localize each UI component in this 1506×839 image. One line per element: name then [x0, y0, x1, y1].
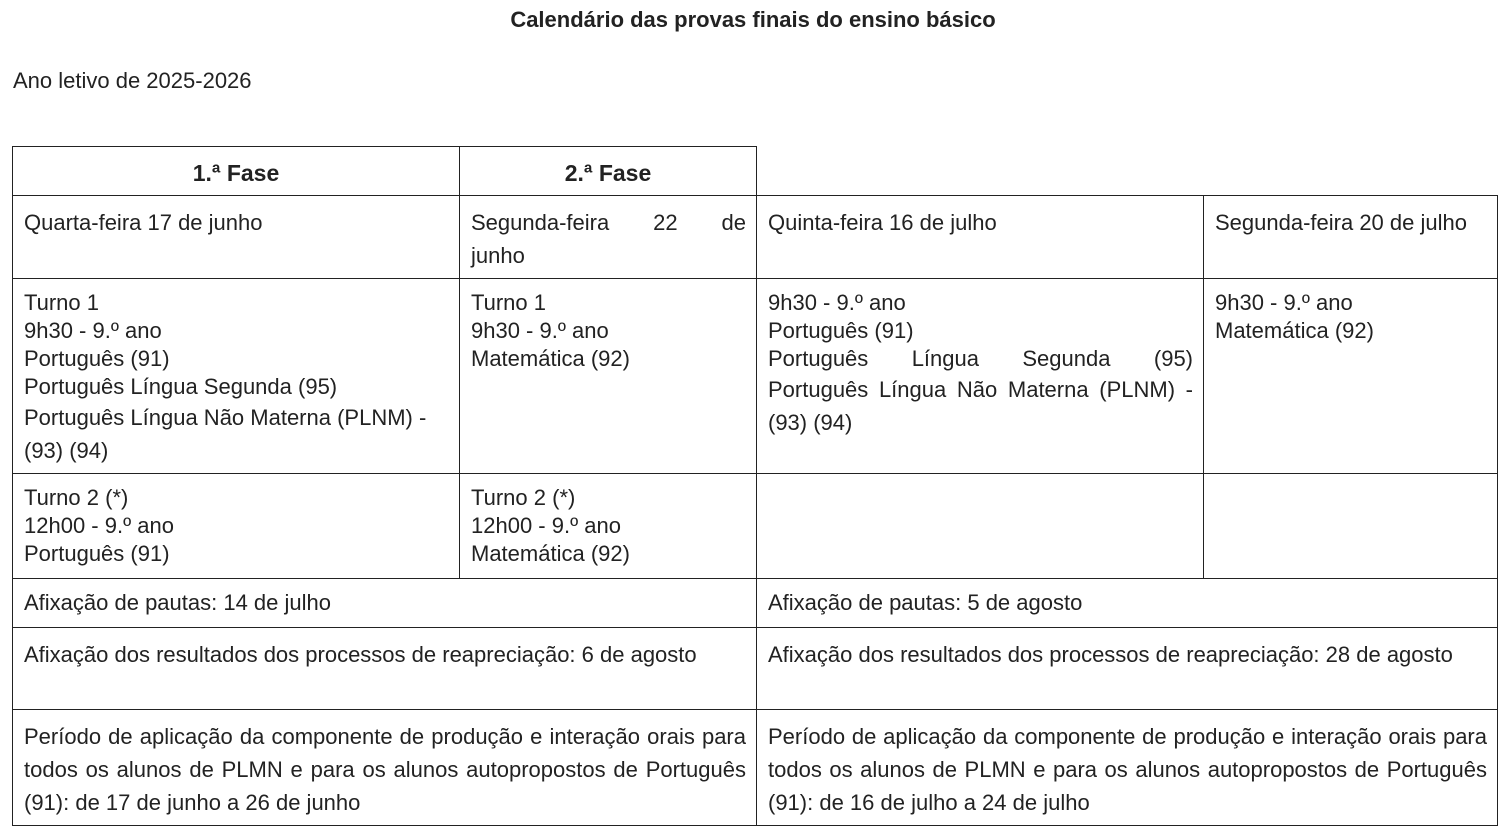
turno-label: Turno 1: [471, 290, 547, 315]
periodo-phase2: Período de aplicação da componente de produção e interação orais para todos os alunos de PLMN e para os alunos autopropostos de Português (91): de 16 de julho a 24 de julho: [757, 710, 1498, 826]
phase2-header: 2.ª Fase: [460, 147, 757, 196]
reapreciacao-phase1: Afixação dos resultados dos processos de reapreciação: 6 de agosto: [13, 628, 757, 710]
turno-label: Turno 1: [24, 290, 100, 315]
date-cell-2: [460, 196, 757, 279]
empty-header-cell: [757, 147, 1498, 196]
pautas-row: [13, 579, 1498, 628]
date-cell-3: Quinta-feira 16 de julho: [757, 196, 1204, 279]
exam-subject: Português Língua Não Materna (PLNM) - (93) (94): [24, 405, 427, 463]
exam-calendar-table: [12, 146, 1498, 826]
exam-subject: Português (91): [768, 318, 914, 343]
turno1-row: [13, 279, 1498, 474]
turno2-cell-4-empty: [1204, 474, 1498, 579]
pautas-phase2: Afixação de pautas: 5 de agosto: [757, 579, 1498, 628]
header-row: [13, 147, 1498, 196]
turno-label: Turno 2 (*): [471, 485, 576, 510]
date-row: [13, 196, 1498, 279]
pautas-phase1: Afixação de pautas: 14 de julho: [13, 579, 757, 628]
exam-time: 12h00 - 9.º ano: [471, 513, 621, 538]
exam-subject: Matemática (92): [471, 346, 630, 371]
periodo-phase1: Período de aplicação da componente de produção e interação orais para todos os alunos de PLMN e para os alunos autopropostos de Português (91): de 17 de junho a 26 de junho: [13, 710, 757, 826]
page-title: Calendário das provas finais do ensino básico: [510, 7, 996, 32]
date-cell-4: Segunda-feira 20 de julho: [1204, 196, 1498, 279]
turno2-cell-3-empty: [757, 474, 1204, 579]
reapreciacao-row: [13, 628, 1498, 710]
turno2-cell-1: [13, 474, 460, 579]
turno2-cell-2: [460, 474, 757, 579]
date-cell-2-line: junho: [471, 243, 525, 268]
exam-time: 9h30 - 9.º ano: [24, 318, 162, 343]
date-cell-1: Quarta-feira 17 de junho: [13, 196, 460, 279]
exam-time: 9h30 - 9.º ano: [1215, 290, 1353, 315]
turno1-cell-2: [460, 279, 757, 474]
turno2-row: [13, 474, 1498, 579]
turno1-cell-3: [757, 279, 1204, 474]
exam-subject: Português (91): [24, 541, 170, 566]
turno1-cell-4: [1204, 279, 1498, 474]
exam-subject: Português (91): [24, 346, 170, 371]
periodo-row: [13, 710, 1498, 826]
exam-subject: Português Língua Segunda (95): [24, 374, 338, 399]
exam-time: 12h00 - 9.º ano: [24, 513, 174, 538]
exam-subject: Matemática (92): [1215, 318, 1374, 343]
exam-subject: Matemática (92): [471, 541, 630, 566]
exam-subject: Português Língua Segunda (95): [768, 346, 1193, 371]
reapreciacao-phase2: Afixação dos resultados dos processos de reapreciação: 28 de agosto: [757, 628, 1498, 710]
exam-time: 9h30 - 9.º ano: [768, 290, 906, 315]
date-cell-2-line: Segunda-feira 22 de: [471, 210, 746, 235]
turno-label: Turno 2 (*): [24, 485, 129, 510]
school-year-label: Ano letivo de 2025-2026: [13, 68, 252, 93]
turno1-cell-1: [13, 279, 460, 474]
phase1-header: 1.ª Fase: [13, 147, 460, 196]
exam-subject: Português Língua Não Materna (PLNM) - (93) (94): [768, 377, 1193, 435]
exam-time: 9h30 - 9.º ano: [471, 318, 609, 343]
